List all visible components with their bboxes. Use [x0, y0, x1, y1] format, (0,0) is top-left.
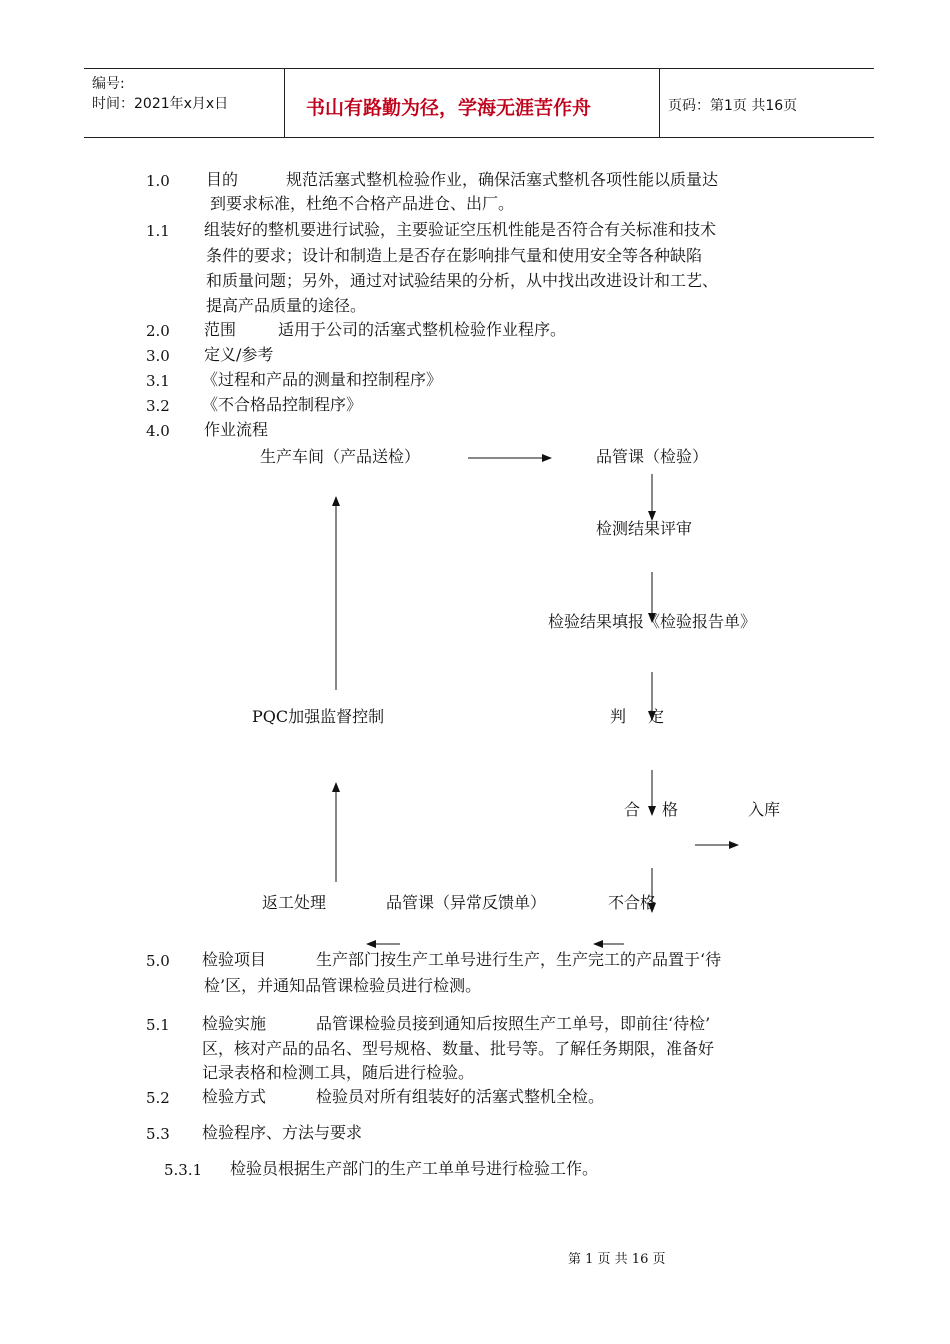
section-text: 到要求标准，杜绝不合格产品进仓、出厂。: [210, 194, 515, 213]
flow-node-review: 检测结果评审: [596, 519, 693, 538]
flow-node-production: 生产车间（产品送检）: [260, 447, 421, 466]
section-number: 3.1: [146, 372, 170, 390]
page-info: 页码：第1页 共16页: [668, 98, 798, 114]
time-label: 时间：2021年x月x日: [92, 96, 229, 112]
section-title: 检验程序、方法与要求: [202, 1123, 363, 1142]
section-number: 5.3: [146, 1125, 170, 1143]
section-title: 检验方式: [202, 1087, 267, 1106]
section-number: 5.2: [146, 1089, 170, 1107]
section-number: 2.0: [146, 322, 170, 340]
section-text: 和质量问题；另外，通过对试验结果的分析，从中找出改进设计和工艺、: [206, 271, 719, 290]
section-number: 5.1: [146, 1016, 170, 1034]
flow-node-qc-inspect: 品管课（检验）: [596, 447, 709, 466]
section-number: 5.0: [146, 952, 170, 970]
flow-node-pass: 格: [662, 800, 679, 819]
section-number: 3.2: [146, 397, 170, 415]
section-text: 《不合格品控制程序》: [202, 395, 363, 414]
section-title: 检验项目: [202, 950, 267, 969]
section-text: 组装好的整机要进行试验，主要验证空压机性能是否符合有关标准和技术: [204, 220, 717, 239]
flow-node-storage: 入库: [748, 800, 781, 819]
page-footer: 第 1 页 共 16 页: [568, 1252, 666, 1267]
section-text: 提高产品质量的途径。: [206, 296, 367, 315]
section-text: 生产部门按生产工单号进行生产，生产完工的产品置于‘待: [316, 950, 722, 969]
section-number: 3.0: [146, 347, 170, 365]
section-title: 范围: [204, 320, 237, 339]
section-number: 1.0: [146, 172, 170, 190]
flow-node-judge: 定: [648, 707, 665, 726]
section-title: 定义/参考: [204, 345, 274, 364]
section-number: 1.1: [146, 222, 170, 240]
section-text: 记录表格和检测工具，随后进行检验。: [202, 1063, 475, 1082]
flow-node-pqc: PQC加强监督控制: [252, 707, 385, 726]
flow-node-pass: 合: [624, 800, 641, 819]
flow-node-fail: 不合格: [608, 893, 657, 912]
section-title: 检验实施: [202, 1014, 267, 1033]
section-text: 检验员根据生产部门的生产工单单号进行检验工作。: [230, 1159, 599, 1178]
code-label: 编号:: [92, 76, 125, 92]
section-text: 检’区，并通知品管课检验员进行检测。: [204, 976, 482, 995]
flow-node-fill-report: 检验结果填报《检验报告单》: [548, 612, 757, 631]
section-text: 检验员对所有组装好的活塞式整机全检。: [316, 1087, 605, 1106]
section-title: 目的: [206, 170, 239, 189]
flow-node-qc-feedback: 品管课（异常反馈单）: [386, 893, 547, 912]
section-title: 作业流程: [204, 420, 269, 439]
flow-node-rework: 返工处理: [262, 893, 327, 912]
section-text: 《过程和产品的测量和控制程序》: [202, 370, 443, 389]
section-text: 区，核对产品的品名、型号规格、数量、批号等。了解任务期限，准备好: [202, 1039, 715, 1058]
section-number: 5.3.1: [164, 1161, 203, 1179]
section-text: 适用于公司的活塞式整机检验作业程序。: [278, 320, 567, 339]
flow-node-judge: 判: [610, 707, 627, 726]
section-text: 规范活塞式整机检验作业，确保活塞式整机各项性能以质量达: [286, 170, 719, 189]
header-motto: 书山有路勤为径，学海无涯苦作舟: [306, 97, 592, 119]
section-text: 条件的要求；设计和制造上是否存在影响排气量和使用安全等各种缺陷: [206, 246, 703, 265]
section-number: 4.0: [146, 422, 170, 440]
section-text: 品管课检验员接到通知后按照生产工单号，即前往‘待检’: [316, 1014, 711, 1033]
